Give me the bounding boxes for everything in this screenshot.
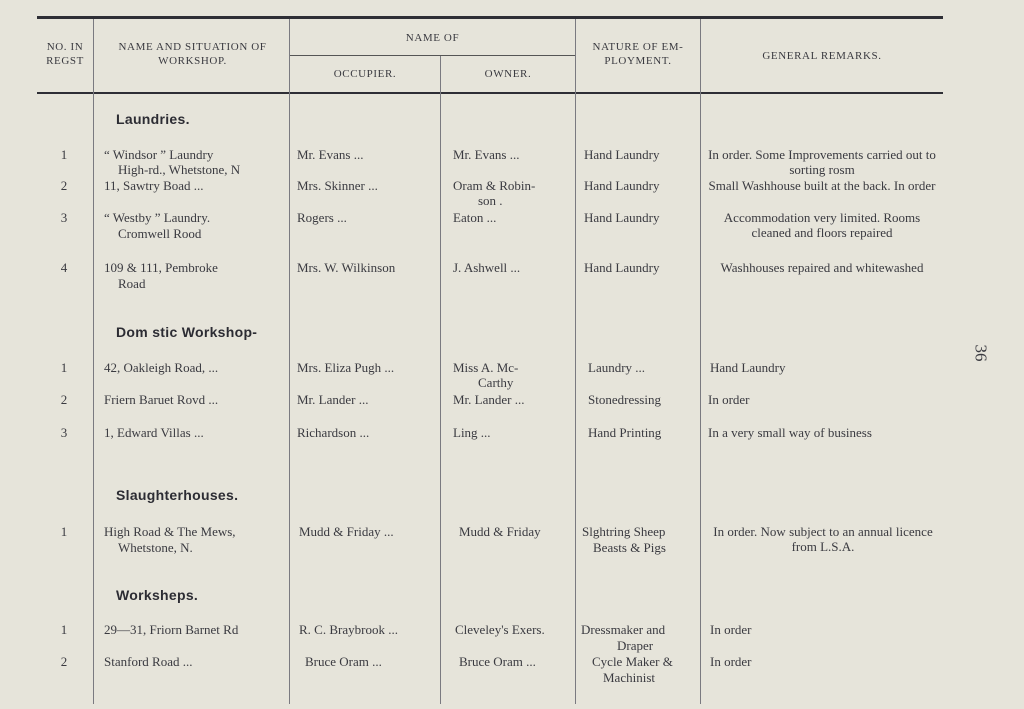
owner: Mr. Lander ... — [453, 392, 525, 407]
remarks: Hand Laundry — [710, 360, 786, 375]
workshop-name: High Road & The Mews, — [104, 524, 236, 539]
row-number: 2 — [60, 654, 68, 669]
nature: Stonedressing — [588, 392, 661, 407]
header-name-situation: NAME AND SITUATION OF WORKSHOP. — [118, 41, 267, 67]
occupier: Mrs. W. Wilkinson — [297, 260, 396, 275]
remarks: In order — [710, 654, 752, 669]
row-number: 1 — [60, 524, 68, 539]
workshop-address: Road — [118, 276, 146, 291]
owner: Cleveley's Exers. — [455, 622, 545, 637]
owner-continued: son . — [478, 193, 503, 208]
occupier: Richardson ... — [297, 425, 370, 440]
header-name-of: NAME OF — [405, 32, 460, 44]
owner: Eaton ... — [453, 210, 497, 225]
occupier: Bruce Oram ... — [305, 654, 382, 669]
remarks: Small Washhouse built at the back. In order — [708, 178, 936, 193]
owner: Ling ... — [453, 425, 491, 440]
nature: Cycle Maker & — [592, 654, 673, 669]
section-title-slaughterhouses: Slaughterhouses. — [116, 487, 239, 503]
workshop-name: Stanford Road ... — [104, 654, 193, 669]
col-divider-4 — [575, 19, 576, 704]
col-divider-5 — [700, 19, 701, 704]
nature: Laundry ... — [588, 360, 646, 375]
occupier: Mr. Evans ... — [297, 147, 364, 162]
row-number: 1 — [60, 147, 68, 162]
col-divider-1 — [93, 19, 94, 704]
workshop-address: Cromwell Rood — [118, 226, 202, 241]
owner: Bruce Oram ... — [459, 654, 536, 669]
section-title-domestic: Dom stic Workshop- — [116, 324, 258, 340]
row-number: 1 — [60, 360, 68, 375]
header-remarks: GENERAL REMARKS. — [762, 50, 882, 62]
remarks: In order. Some Improvements carried out to sorting rosm — [708, 147, 936, 177]
owner: Miss A. Mc- — [453, 360, 519, 375]
occupier: Mrs. Skinner ... — [297, 178, 378, 193]
owner: J. Ashwell ... — [453, 260, 521, 275]
remarks: In order — [710, 622, 752, 637]
section-title-workshops: Worksheps. — [116, 587, 199, 603]
nature: Hand Laundry — [584, 260, 660, 275]
nature: Hand Laundry — [584, 147, 660, 162]
owner: Mudd & Friday — [459, 524, 541, 539]
nature: Hand Laundry — [584, 210, 660, 225]
nature-continued: Machinist — [603, 670, 655, 685]
nature: Slghtring Sheep — [582, 524, 666, 539]
workshop-address: High-rd., Whetstone, N — [118, 162, 241, 177]
nature: Hand Printing — [588, 425, 662, 440]
row-number: 3 — [60, 425, 68, 440]
occupier: Mudd & Friday ... — [299, 524, 394, 539]
row-number: 2 — [60, 392, 68, 407]
col-divider-2 — [289, 19, 290, 704]
row-number: 4 — [60, 260, 68, 275]
workshop-name: 29—31, Friorn Barnet Rd — [104, 622, 239, 637]
occupier: R. C. Braybrook ... — [299, 622, 398, 637]
workshop-address: Whetstone, N. — [118, 540, 193, 555]
nature: Dressmaker and — [581, 622, 666, 637]
name-of-rule — [290, 55, 575, 56]
occupier: Mrs. Eliza Pugh ... — [297, 360, 395, 375]
top-rule — [37, 16, 943, 19]
workshop-name: Friern Baruet Rovd ... — [104, 392, 219, 407]
owner-continued: Carthy — [478, 375, 514, 390]
remarks: Accommodation very limited. Rooms cleaned and floors repaired — [723, 210, 921, 240]
occupier: Rogers ... — [297, 210, 347, 225]
header-bottom-rule — [37, 92, 943, 94]
remarks: In order. Now subject to an annual licence from L.S.A. — [713, 524, 933, 554]
workshop-name: 11, Sawtry Boad ... — [104, 178, 204, 193]
nature-continued: Beasts & Pigs — [593, 540, 666, 555]
owner: Mr. Evans ... — [453, 147, 520, 162]
header-no-in-regst: NO. IN REGST — [46, 41, 84, 67]
owner: Oram & Robin- — [453, 178, 536, 193]
nature: Hand Laundry — [584, 178, 660, 193]
remarks: Washhouses repaired and whitewashed — [720, 260, 924, 275]
workshop-name: “ Windsor ” Laundry — [104, 147, 214, 162]
header-occupier: OCCUPIER. — [333, 68, 397, 80]
workshop-name: 109 & 111, Pembroke — [104, 260, 218, 275]
occupier: Mr. Lander ... — [297, 392, 369, 407]
row-number: 1 — [60, 622, 68, 637]
col-divider-3 — [440, 56, 441, 704]
header-nature: NATURE OF EM- PLOYMENT. — [592, 41, 684, 67]
workshop-name: “ Westby ” Laundry. — [104, 210, 211, 225]
workshop-name: 1, Edward Villas ... — [104, 425, 204, 440]
section-title-laundries: Laundries. — [116, 111, 190, 127]
header-owner: OWNER. — [484, 68, 532, 80]
nature-continued: Draper — [617, 638, 654, 653]
page-number: 36 — [971, 344, 991, 362]
workshop-name: 42, Oakleigh Road, ... — [104, 360, 219, 375]
remarks: In a very small way of business — [708, 425, 872, 440]
row-number: 2 — [60, 178, 68, 193]
remarks: In order — [708, 392, 750, 407]
row-number: 3 — [60, 210, 68, 225]
